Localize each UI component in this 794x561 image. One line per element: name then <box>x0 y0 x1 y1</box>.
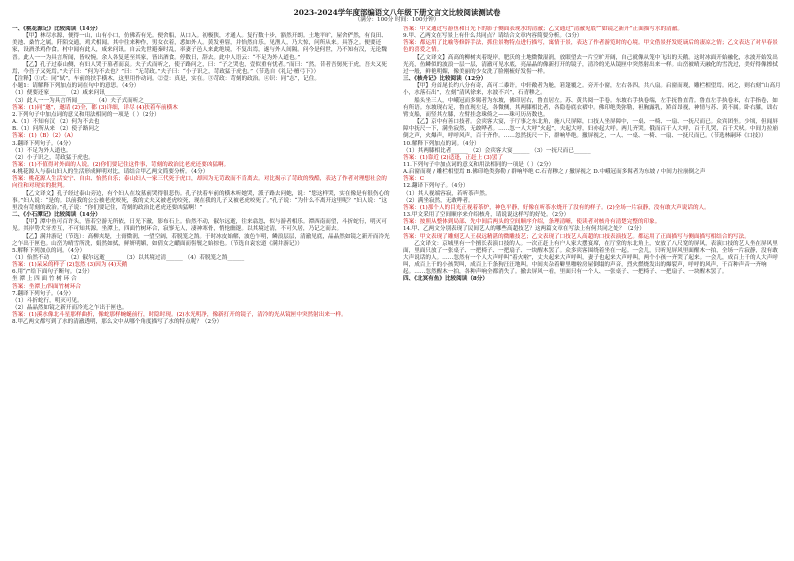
text-line: A.（1）不知有汉 （2）何为不去也 <box>12 119 100 126</box>
answer-line: 答案：(1)溪水像北斗星那样曲折，像蛇那样蜿蜒前行，时隐时现。(2)水光明净，像新打开的镜子，清冷的光从镜匣中突然射出来一样。 <box>12 312 347 319</box>
text-line: 船头坐三人，中峨冠而多髯者为东坡，佛印居右，鲁直居左。苏、黄共阅一手卷。东坡右手执卷端，左手抚鲁直背。鲁直左手执卷末，右手指卷，如有所语。东坡现右足，鲁直现左足，各微侧，其两膝相比者，各隐卷底衣褶中。佛印绝类弥勒，袒胸露乳，矫首昂视，神情与苏、黄不属。卧右膝，诎右臂支船，而竖其左膝，左臂挂念珠倚之——珠可历历数也。 <box>403 97 778 118</box>
answer-line: 答案：(1)靠近 (2)适逢，正赶上 (3)罢了 <box>403 154 504 161</box>
text-line: 3.翻译下列句子。（4分） <box>12 140 75 147</box>
text-line: 【甲】舟首尾长约八分有奇，高可二黍许。中轩敞者为舱，箬篷覆之。旁开小窗，左右各四，共八扇。启窗而观，雕栏相望焉。闭之，则右刻“山高月小，水落石出”，左刻“清风徐来，水波不兴”，石青糁之。 <box>403 83 781 97</box>
text-line: （2）晶晶然如镜之新开而冷光之乍出于匣也。 <box>12 305 128 312</box>
text-line: 坐 潭 上 四 面 竹 树 环 合 <box>12 276 77 283</box>
text-line: 4.桃花源人与泰山妇人的生活形成鲜明对比，请结合甲乙两文简要分析。（4分） <box>12 169 209 176</box>
text-line: （2）满坐寂然，无敢哗者。 <box>403 197 474 204</box>
answer-line: 答案：(1)同“邀”，邀请 (2)全，都 (3)详细，详尽 (4)扶着车前横木 <box>12 104 178 111</box>
text-line: A.启窗而观 / 雕栏相望焉 B.佛印绝类弥勒 / 群响毕绝 C.石青糁之 / 撤屏视之 D.中峨冠而多髯者为东坡 / 中间力拉崩倒之声 <box>403 169 706 176</box>
answer-line: 答案：(1)呆呆的样子 (2)忽然 (3)因为 (4)天鹅 <box>12 262 128 269</box>
text-line: 小题1：请解释下列加点的词在句中的意思。（4分） <box>12 83 140 90</box>
text-line: （1）佁然不动______ （2）俶尔远逝______ （3）以其境过清______ （4）若脱笼之鹄______ <box>12 255 245 261</box>
exam-meta: （满分：100分 时间：100分钟） <box>354 17 440 23</box>
answer-line: 答案：甲文通过写游鱼和日光下的影子侧面表现水的清澈；乙文通过“清澈见底”“如镜之新开”正面描写水的清澈。 <box>403 26 683 32</box>
answer-line: 答案：(1)（B）（2）（A） <box>12 133 77 140</box>
text-line: 11.下列句子中加点词的意义和用法相同的一项是（ ）（2分） <box>403 161 555 168</box>
text-line: （3）此人一一为具言所闻______ （4）夫子式而听之______ <box>12 97 161 104</box>
columns <box>12 26 782 327</box>
text-line: 9.甲、乙两文在写景上有什么共同点？请结合文章内容简要分析。（3分） <box>403 33 583 40</box>
text-line: 2.下列句子中加点词的意义和用法相同的一项是（ ）（2分） <box>12 111 160 118</box>
text-line: 【注释】①式：同“轼”，车前的扶手横木，这里用作动词。②壹：真是，实在。③苛政：苛刻的政治。④识：同“志”，记住。 <box>12 76 320 83</box>
section-heading: 二、《小石潭记》比较阅读（14分） <box>12 212 101 219</box>
left-column <box>12 26 391 327</box>
answer-line: 答案：(1)不值得对外面的人说。(2)你们要记住这件事，苛刻的政治比老虎还要凶猛啊。 <box>12 161 230 168</box>
text-line: 6.用“/”给下面句子断句。（2分） <box>12 269 93 276</box>
answer-line: 答案：坐潭上/四面竹树环合 <box>12 283 82 290</box>
text-line: 14.甲、乙两文分别表现了民间艺人的哪些高超技艺？这两篇文章在写法上有何共同之处？（2分） <box>403 226 645 233</box>
text-line: 乙文译文：京城里有一个擅长表演口技的人。一次正赶上有户人家大摆宴席，在厅堂的东北角上，安放了八尺宽的屏风，表演口技的艺人坐在屏风里面，里面只放了一张桌子、一把椅子、一把扇子、一块醒木罢了。众多宾客围绕着坐在一起。一会儿，只听见屏风里面醒木一拍，全场一片寂静，没有敢大声说话的人。……忽然有一个人大声呼叫“着火啦”，丈夫起来大声呼叫，妻子也起来大声呼叫，两个小孩一齐哭了起来。一会儿，成百上千的人大声呼叫，成百上千的小孩哭叫，成百上千条狗汪汪地叫。中间夹杂着噼里啪啦房屋倒塌的声音，烈火燃烧发出的爆裂声，呼呼的风声，千百种声音一齐响起。……忽然醒木一拍，各种声响全都消失了。撤去屏风一看，里面只有一个人、一张桌子、一把椅子、一把扇子、一块醒木罢了。 <box>403 240 778 276</box>
answer-line: 答案：按照从整体到局部、先中间后两头的空间顺序介绍，条理清晰，使读者对核舟有清楚完整的印象。 <box>403 219 661 226</box>
page-title: 2023-2024学年度部编语文八年级下册文言文比较阅读测试卷 <box>293 8 501 17</box>
text-line: （1）其两膝相比者______ （2）会宾客大宴______ （3）一抚尺而已______ <box>403 147 591 154</box>
answer-line: 答案：桃花源人生活安宁、自由、怡然自乐；泰山妇人一家三代死于虎口，却因为无苛政而不肯离去。对比揭示了苛政的残酷，表达了作者对理想社会的向往和对现实的批判。 <box>12 176 387 190</box>
answer-line: 答案：甲文表现了雕刻艺人王叔远精湛的微雕技艺；乙文表现了口技艺人高超的口技表演技艺。都运用了正面描写与侧面描写相结合的写法。 <box>403 233 750 240</box>
answer-line: 答案：都运用了比喻等修辞手法，抓住景物特点进行描写，寓情于景，表达了作者游览时的心境。甲文借景抒发贬谪后的凄凉之情；乙文表达了对早春景色的喜爱之情。 <box>403 40 778 54</box>
text-line: 【乙】京中有善口技者。会宾客大宴，于厅事之东北角，施八尺屏障，口技人坐屏障中，一桌、一椅、一扇、一抚尺而已。众宾团坐。少顷，但闻屏障中抚尺一下，满坐寂然，无敢哗者。……忽一人大呼“火起”，夫起大呼，妇亦起大呼。两儿齐哭。俄而百千人大呼，百千儿哭，百千犬吠。中间力拉崩倒之声，火爆声，呼呼风声，百千齐作。……忽然抚尺一下，群响毕绝。撤屏视之，一人、一桌、一椅、一扇、一抚尺而已。（节选林嗣环《口技》） <box>403 119 778 140</box>
text-line: 【乙文译文】高高的柳树夹着堤岸，肥沃的土地微微湿润，放眼望去一片空旷开阔，自己就像从笼中飞出的天鹅。这时冰面开始融化，水波开始发出光亮，鱼鳞似的波浪一层一层，清澈可见水底，亮晶晶的像新打开的镜子，清冷的光从镜匣中突然射出来一样。山峦被晴天融化的雪洗过，美好得像擦拭过一般，鲜艳明媚，像美丽的少女洗了脸刚梳好发髻一样。 <box>403 54 778 75</box>
answer-line: 答案：(1)那个人的目光正视着茶炉，神色平静，好像在听茶水烧开了没有的样子。(2)全场一片寂静，没有敢大声说话的人。 <box>403 204 710 211</box>
text-line: 7.翻译下列句子。（4分） <box>12 290 75 297</box>
text-line: （1）便要还家______ （2）咸来问讯______ <box>12 90 122 97</box>
text-line: （2）小子识之，苛政猛于虎也。 <box>12 154 94 161</box>
text-line: 5.解释下列加点的词。（4分） <box>12 247 86 254</box>
text-line: 8.甲乙两文都写到了水的清澈透明，那么文中从哪个角度描写了水的特点呢？（2分） <box>12 319 223 326</box>
text-line: 【甲】潭中鱼可百许头，皆若空游无所依，日光下澈，影布石上。佁然不动，俶尔远逝，往来翕忽，似与游者相乐。潭西南而望，斗折蛇行，明灭可见。其岸势犬牙差互，不可知其源。坐潭上，四面竹树环合，寂寥无人，凄神寒骨，悄怆幽邃。以其境过清，不可久居，乃记之而去。 <box>12 219 387 233</box>
right-column <box>403 26 782 327</box>
section-heading: 三、《核舟记》比较阅读（12分） <box>403 76 487 83</box>
text-line: （1）不足为外人道也。 <box>12 147 72 154</box>
text-line: 【甲】林尽水源，便得一山，山有小口，仿佛若有光。便舍船，从口入。初极狭，才通人。复行数十步，豁然开朗。土地平旷，屋舍俨然，有良田、美池、桑竹之属。阡陌交通，鸡犬相闻。其中往来种作，男女衣着，悉如外人。黄发垂髫，并怡然自乐。见渔人，乃大惊，问所从来。具答之。便要还家，设酒杀鸡作食。村中闻有此人，咸来问讯。自云先世避秦时乱，率妻子邑人来此绝境，不复出焉，遂与外人间隔。问今是何世，乃不知有汉，无论魏晋。此人一一为具言所闻，皆叹惋。余人各复延至其家，皆出酒食。停数日，辞去。此中人语云：“不足为外人道也。” <box>12 33 387 61</box>
text-line: （1）其人视端容寂，若听茶声然。 <box>403 190 491 197</box>
text-line: 【乙】孔子过泰山侧，有妇人哭于墓者而哀。夫子式而听之，使子路问之，曰：“子之哭也，壹似重有忧者。”而曰：“然。昔者吾舅死于虎，吾夫又死焉，今吾子又死焉。”夫子曰：“何为不去也？”曰：“无苛政。”夫子曰：“小子识之，苛政猛于虎也。”（节选自《礼记·檀弓下》） <box>12 61 387 75</box>
text-line: 12.翻译下列句子。（4分） <box>403 183 469 190</box>
text-line: B.（1）问所从来 （2）使子路问之 <box>12 126 100 133</box>
text-line: 【乙】满井游记（节选）：高柳夹堤，土膏微润，一望空阔，若脱笼之鹄。于时冰皮始解，波色乍明，鳞浪层层，清澈见底，晶晶然如镜之新开而冷光之乍出于匣也。山峦为晴雪所洗，娟然如拭，鲜妍明媚，如倩女之靧面而髻鬟之始掠也。（节选自袁宏道《满井游记》） <box>12 233 390 247</box>
text-line: 10.解释下列加点的词。（4分） <box>403 140 480 147</box>
section-heading: 四、《北冥有鱼》比较阅读（8分） <box>403 276 488 283</box>
section-heading: 一、《桃花源记》比较阅读（14分） <box>12 26 101 32</box>
text-line: 13.甲文采用了空间顺序来介绍核舟，请说说这样写的好处。（2分） <box>403 212 570 219</box>
text-line: 【乙文译文】孔子经过泰山旁边，有个妇人在坟墓前哭得很悲伤。孔子扶着车前的横木听她哭，派子路去问她，说：“您这样哭，实在像是有很伤心的事。”妇人说：“是的。以前我的公公被老虎咬死，我的丈夫又被老虎咬死，现在我的儿子又被老虎咬死了。”孔子说：“为什么不离开这里呢？”妇人说：“这里没有苛刻的政治。”孔子说：“你们要记住，苛刻的政治比老虎还要凶猛啊！” <box>12 190 390 211</box>
answer-line: 答案：C <box>403 176 425 183</box>
text-line: （1）斗折蛇行，明灭可见。 <box>12 297 83 304</box>
